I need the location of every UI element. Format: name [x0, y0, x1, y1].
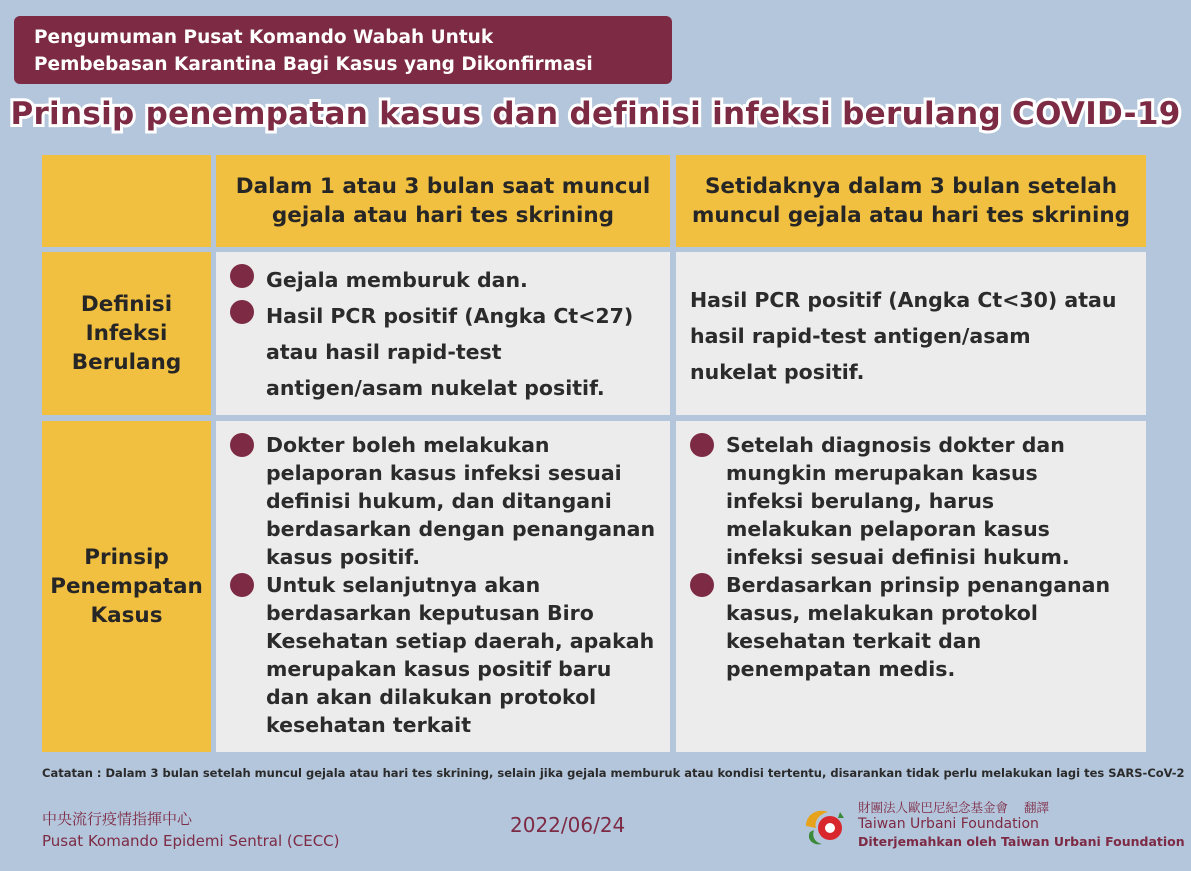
foundation-chinese-name [858, 800, 1185, 816]
header-line-2: Pembebasan Karantina Bagi Kasus yang Dikonfirmasi [34, 54, 593, 75]
bullet-text: Gejala memburuk dan. [266, 268, 528, 292]
row-header-reinfection [42, 252, 211, 415]
column-header-2-text: Setidaknya dalam 3 bulan setelah muncul gejala atau hari tes skrining [691, 174, 1131, 228]
foundation-credit [858, 800, 1185, 850]
bullet-item [230, 431, 660, 571]
bullet-dot [690, 433, 714, 457]
bullet-dot [230, 264, 254, 288]
translated-by: Diterjemahkan oleh Taiwan Urbani Foundation [858, 834, 1185, 849]
bullet-dot [690, 573, 714, 597]
bullet-item [690, 431, 1122, 571]
translate-label: 翻譯 [1024, 800, 1050, 815]
bullet-dot [230, 433, 254, 457]
cell-text: Hasil PCR positif (Angka Ct<30) atau hasil rapid-test antigen/asam nukelat positif. [690, 288, 1117, 384]
bullet-dot [230, 300, 254, 324]
foundation-name: Taiwan Urbani Foundation [858, 816, 1039, 832]
column-header-1-3-months [216, 155, 670, 247]
foundation-logo-icon [800, 804, 854, 848]
bullet-text: Berdasarkan prinsip penanganan kasus, melakukan protokol kesehatan terkait dan penempatan medis. [726, 573, 1111, 681]
row-header-1-text: Definisi Infeksi Berulang [71, 292, 182, 375]
cell-placement-late [676, 421, 1146, 752]
bullet-text: Setelah diagnosis dokter dan mungkin merupakan kasus infeksi berulang, harus melakukan pelaporan kasus infeksi sesuai definisi hukum. [726, 433, 1070, 569]
page-title: Prinsip penempatan kasus dan definisi infeksi berulang COVID-19 [10, 96, 1181, 132]
footnote: Catatan : Dalam 3 bulan setelah muncul gejala atau hari tes skrining, selain jika gejala memburuk atau kondisi tertentu, disarankan tidak perlu melakukan lagi tes SARS-CoV-2 [42, 766, 1185, 780]
column-header-3-months [676, 155, 1146, 247]
row-header-placement [42, 421, 211, 752]
bullet-item [690, 571, 1122, 683]
cell-placement-early [216, 421, 670, 752]
row-header-2-text: Prinsip Penempatan Kasus [50, 545, 203, 628]
column-header-1-text: Dalam 1 atau 3 bulan saat muncul gejala atau hari tes skrining [235, 174, 651, 228]
cell-reinfection-late [676, 252, 1146, 415]
bullet-text: Untuk selanjutnya akan berdasarkan keputusan Biro Kesehatan setiap daerah, apakah merupakan kasus positif baru dan akan dilakukan protokol kesehatan terkait [266, 573, 655, 737]
cecc-name: Pusat Komando Epidemi Sentral (CECC) [42, 832, 340, 850]
bullet-item [230, 262, 660, 298]
bullet-text: Hasil PCR positif (Angka Ct<27) atau hasil rapid-test antigen/asam nukelat positif. [266, 304, 634, 400]
header-line-1: Pengumuman Pusat Komando Wabah Untuk [34, 27, 494, 48]
bullet-text: Dokter boleh melakukan pelaporan kasus infeksi sesuai definisi hukum, dan ditangani berdasarkan dengan penanganan kasus positif. [266, 433, 656, 569]
bullet-item [230, 298, 660, 406]
announcement-header [14, 16, 672, 84]
foundation-chinese-text: 財團法人歐巴尼紀念基金會 [858, 800, 1009, 815]
bullet-dot [230, 573, 254, 597]
cell-reinfection-early [216, 252, 670, 415]
publish-date: 2022/06/24 [510, 813, 626, 837]
bullet-item [230, 571, 660, 739]
corner-cell [42, 155, 211, 247]
cecc-chinese-name: 中央流行疫情指揮中心 [42, 810, 193, 828]
cecc-credit [42, 808, 340, 852]
